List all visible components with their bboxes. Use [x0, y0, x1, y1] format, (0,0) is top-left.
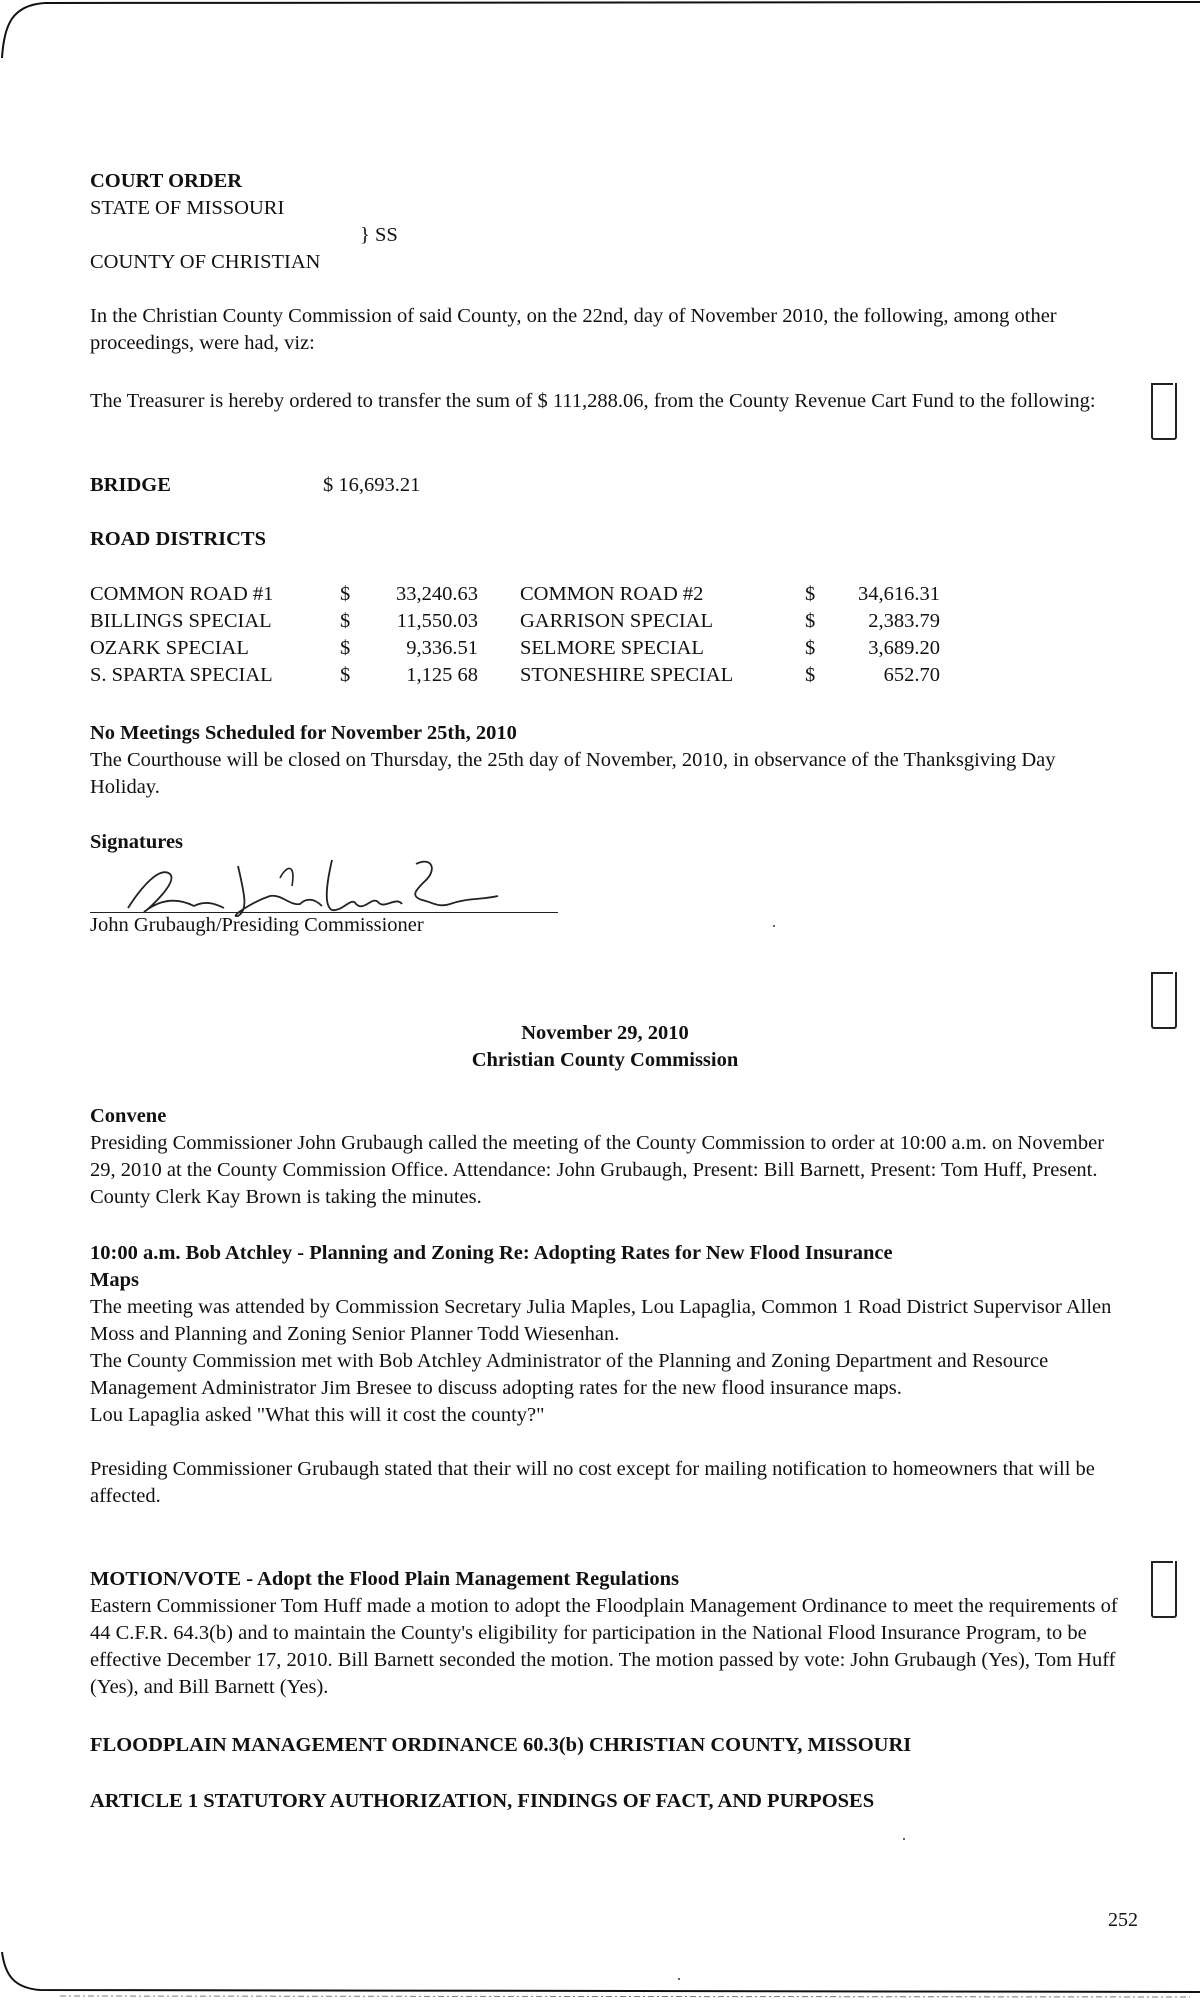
state-line: STATE OF MISSOURI — [90, 197, 285, 219]
district-amount: 652.70 — [883, 664, 940, 686]
agenda-item-heading: 10:00 a.m. Bob Atchley - Planning and Zoning Re: Adopting Rates for New Flood Insurance Maps — [90, 1242, 893, 1291]
no-meetings-section — [90, 720, 1120, 801]
signature-name: John Grubaugh/Presiding Commissioner — [90, 914, 424, 936]
district-name: COMMON ROAD #2 — [520, 583, 704, 605]
agenda-item-p3: Lou Lapaglia asked "What this will it cost the county?" — [90, 1404, 545, 1426]
currency-symbol: $ — [805, 583, 816, 605]
article-title: ARTICLE 1 STATUTORY AUTHORIZATION, FINDINGS OF FACT, AND PURPOSES — [90, 1790, 875, 1812]
court-order-title: COURT ORDER — [90, 170, 243, 192]
district-name: GARRISON SPECIAL — [520, 610, 714, 632]
road-districts-table — [90, 581, 1120, 689]
district-name: SELMORE SPECIAL — [520, 637, 704, 659]
court-order-header — [90, 168, 1120, 276]
page-number: 252 — [1108, 1909, 1138, 1931]
handwritten-signature — [120, 856, 540, 928]
road-district-row — [90, 581, 940, 608]
district-amount: 9,336.51 — [406, 637, 478, 659]
currency-symbol: $ — [805, 664, 816, 686]
district-amount: 11,550.03 — [396, 610, 478, 632]
margin-bracket-1 — [1151, 383, 1177, 440]
signatures-section — [90, 829, 1120, 939]
district-name: BILLINGS SPECIAL — [90, 610, 272, 632]
district-amount: 2,383.79 — [868, 610, 940, 632]
bridge-amount: $ 16,693.21 — [323, 474, 421, 496]
convene-heading: Convene — [90, 1105, 167, 1127]
meeting-date: November 29, 2010 — [521, 1022, 689, 1044]
agenda-item-section — [90, 1240, 1120, 1510]
motion-text: Eastern Commissioner Tom Huff made a motion to adopt the Floodplain Management Ordinance to meet the requirements of 44 C.F.R. 64.3(b) and to maintain the County's eligibility for participation in the National Flood Insurance Program, to be effective December 17, 2010. Bill Barnett seconded the motion. The motion passed by vote: John Grubaugh (Yes), Tom Huff (Yes), and Bill Barnett (Yes). — [90, 1595, 1118, 1698]
scan-speck — [773, 925, 775, 927]
transfer-paragraph: The Treasurer is hereby ordered to transfer the sum of $ 111,288.06, from the County Revenue Cart Fund to the following: — [90, 390, 1096, 412]
signatures-heading: Signatures — [90, 831, 184, 853]
currency-symbol: $ — [805, 637, 816, 659]
page-edge-top — [0, 0, 1200, 60]
signature-line — [90, 912, 558, 913]
district-amount: 34,616.31 — [858, 583, 940, 605]
bridge-row — [90, 472, 1120, 499]
ss-line: } SS — [360, 224, 398, 246]
no-meetings-text: The Courthouse will be closed on Thursday, the 25th day of November, 2010, in observance of the Thanksgiving Day Holiday. — [90, 749, 1056, 798]
margin-bracket-2 — [1151, 972, 1177, 1029]
scan-speck — [903, 1838, 905, 1840]
currency-symbol: $ — [340, 637, 351, 659]
district-amount: 3,689.20 — [868, 637, 940, 659]
road-district-row — [90, 662, 940, 689]
currency-symbol: $ — [805, 610, 816, 632]
no-meetings-heading: No Meetings Scheduled for November 25th, 2010 — [90, 722, 517, 744]
district-amount: 1,125 68 — [406, 664, 478, 686]
bridge-label: BRIDGE — [90, 474, 171, 496]
intro-paragraph: In the Christian County Commission of said County, on the 22nd, day of November 2010, the following, among other proceedings, were had, viz: — [90, 305, 1057, 354]
agenda-item-p2: The County Commission met with Bob Atchley Administrator of the Planning and Zoning Department and Resource Management Administrator Jim Bresee to discuss adopting rates for the new flood insurance maps. — [90, 1350, 1049, 1399]
agenda-item-p4: Presiding Commissioner Grubaugh stated that their will no cost except for mailing notification to homeowners that will be affected. — [90, 1458, 1095, 1507]
road-districts-heading: ROAD DISTRICTS — [90, 528, 267, 550]
motion-heading: MOTION/VOTE - Adopt the Flood Plain Management Regulations — [90, 1568, 679, 1590]
margin-bracket-3 — [1151, 1561, 1177, 1618]
meeting-body: Christian County Commission — [471, 1049, 739, 1071]
currency-symbol: $ — [340, 610, 351, 632]
scan-speck — [678, 1978, 680, 1980]
district-name: COMMON ROAD #1 — [90, 583, 274, 605]
convene-section — [90, 1103, 1120, 1211]
page-edge-bottom — [0, 1950, 1200, 2001]
road-district-row — [90, 608, 940, 635]
district-name: OZARK SPECIAL — [90, 637, 249, 659]
currency-symbol: $ — [340, 664, 351, 686]
district-name: STONESHIRE SPECIAL — [520, 664, 734, 686]
road-district-row — [90, 635, 940, 662]
currency-symbol: $ — [340, 583, 351, 605]
ordinance-title: FLOODPLAIN MANAGEMENT ORDINANCE 60.3(b) CHRISTIAN COUNTY, MISSOURI — [90, 1734, 912, 1756]
motion-section — [90, 1566, 1120, 1701]
county-line: COUNTY OF CHRISTIAN — [90, 251, 321, 273]
district-amount: 33,240.63 — [396, 583, 478, 605]
meeting-header — [90, 1020, 1120, 1074]
district-name: S. SPARTA SPECIAL — [90, 664, 273, 686]
convene-text: Presiding Commissioner John Grubaugh called the meeting of the County Commission to order at 10:00 a.m. on November 29, 2010 at the County Commission Office. Attendance: John Grubaugh, Present: Bill Barnett, Present: Tom Huff, Present. County Clerk Kay Brown is taking the minutes. — [90, 1132, 1105, 1208]
agenda-item-p1: The meeting was attended by Commission Secretary Julia Maples, Lou Lapaglia, Common 1 Road District Supervisor Allen Moss and Planning and Zoning Senior Planner Todd Wiesenhan. — [90, 1296, 1112, 1345]
